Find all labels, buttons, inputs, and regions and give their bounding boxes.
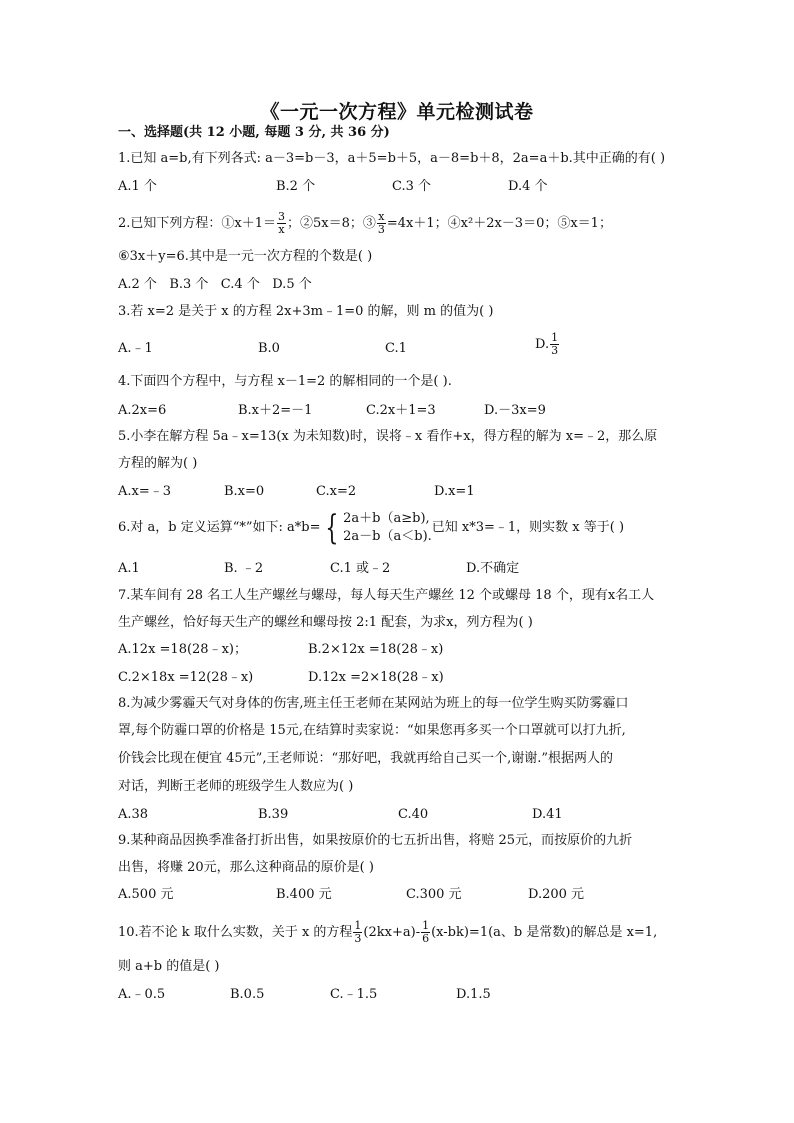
q3-d-num: 1 (551, 331, 559, 344)
q9-option-d: D.200 元 (528, 887, 585, 902)
q7-option-d: D.12x =2×18(28﹣x) (308, 670, 444, 685)
question-8-line-4: 对话，判断王老师的班级学生人数应为( ) (118, 779, 354, 794)
question-9-line-2: 出售，将赚 20元，那么这种商品的原价是( ) (118, 860, 374, 875)
q7-option-c: C.2×18x =12(28﹣x) (118, 670, 254, 685)
q10-option-b: B.0.5 (230, 987, 265, 1002)
question-7-line-2: 生产螺丝，恰好每天生产的螺丝和螺母按 2:1 配套，为求x，列方程为( ) (118, 615, 533, 630)
q3-option-d (535, 332, 560, 357)
q2-fraction-1 (277, 211, 286, 236)
q4-option-d: D.－3x=9 (484, 403, 546, 418)
q5-option-d: D.x=1 (434, 484, 475, 499)
q2-prefix: 2.已知下列方程：①x＋1＝ (118, 216, 277, 231)
page-title: 《一元一次方程》单元检测试卷 (260, 101, 534, 123)
q3-option-a: A.﹣1 (118, 341, 153, 356)
q6-option-c: C.1 或﹣2 (330, 561, 391, 576)
section-heading: 一、选择题(共 12 小题, 每题 3 分, 共 36 分) (118, 125, 390, 140)
q10-f1-den: 3 (354, 932, 362, 945)
q8-option-a: A.38 (118, 807, 149, 822)
q2-frac1-den: x (278, 223, 285, 236)
q5-option-b: B.x=0 (224, 484, 265, 499)
question-8-line-2: 罩,每个防霾口罩的价格是 15元,在结算时卖家说：“如果您再多买一个口罩就可以打九折, (118, 723, 626, 738)
q9-option-b: B.400 元 (276, 887, 332, 902)
question-3-stem: 3.若 x=2 是关于 x 的方程 2x+3m﹣1=0 的解，则 m 的值为( ) (118, 304, 494, 319)
q3-option-d-fraction (550, 332, 559, 357)
question-9-line-1: 9.某种商品因换季准备打折出售，如果按原价的七五折出售，将赔 25元，而按原价的九折 (118, 833, 633, 848)
question-4-stem: 4.下面四个方程中，与方程 x－1=2 的解相同的一个是( ). (118, 374, 452, 389)
q1-option-a: A.1 个 (118, 179, 157, 194)
q2-mid-2: =4x＋1；④x²＋2x－3＝0；⑤x＝1； (386, 216, 612, 231)
q1-option-c: C.3 个 (392, 179, 432, 194)
q4-option-a: A.2x=6 (118, 403, 167, 418)
q6-prefix: 6.对 a，b 定义运算“*”如下: a*b= (118, 520, 321, 535)
q6-option-d: D.不确定 (466, 561, 520, 576)
q10-f1-num: 1 (354, 919, 362, 932)
question-10-stem (118, 920, 657, 945)
q10-f2-num: 1 (422, 919, 430, 932)
question-8-line-3: 价钱会比现在便宜 45元”,王老师说：“那好吧，我就再给自己买一个,谢谢.”根据两人的 (118, 751, 614, 766)
question-1-stem: 1.已知 a=b,有下列各式: a－3=b－3，a＋5=b＋5，a－8=b＋8，2a=a＋b.其中正确的有( ) (118, 151, 666, 166)
q3-option-b: B.0 (258, 341, 280, 356)
q5-option-a: A.x=﹣3 (118, 484, 172, 499)
question-10-line-2: 则 a+b 的值是( ) (118, 959, 220, 974)
q6-option-a: A.1 (118, 561, 140, 576)
q9-option-c: C.300 元 (406, 887, 462, 902)
question-5-line-2: 方程的解为( ) (118, 456, 198, 471)
q2-frac2-den: 3 (377, 223, 385, 236)
q3-d-den: 3 (551, 344, 559, 357)
q7-option-b: B.2×12x =18(28﹣x) (308, 642, 444, 657)
q10-mid: (2kx+a)- (363, 925, 421, 940)
q2-mid-1: ；②5x＝8；③ (287, 216, 376, 231)
q10-fraction-2 (421, 920, 430, 945)
question-2-stem (118, 211, 612, 236)
question-7-line-1: 7.某车间有 28 名工人生产螺丝与螺母，每人每天生产螺丝 12 个或螺母 18 个，现有x名工人 (118, 588, 655, 603)
q8-option-b: B.39 (258, 807, 289, 822)
q1-option-b: B.2 个 (276, 179, 316, 194)
q1-option-d: D.4 个 (508, 179, 548, 194)
question-8-line-1: 8.为减少雾霾天气对身体的伤害,班主任王老师在某网站为班上的每一位学生购买防雾霾口 (118, 696, 629, 711)
q4-option-b: B.x＋2=－1 (238, 403, 313, 418)
q3-option-d-label: D. (535, 337, 550, 352)
q10-suffix: (x-bk)=1(a、b 是常数)的解总是 x=1, (431, 925, 658, 940)
q6-piecewise (321, 507, 432, 548)
q10-option-d: D.1.5 (456, 987, 491, 1002)
q4-option-c: C.2x＋1=3 (366, 403, 436, 418)
q6-suffix: 已知 x*3=﹣1，则实数 x 等于( ) (431, 520, 625, 535)
q6-cases (343, 510, 432, 546)
q8-option-d: D.41 (532, 807, 563, 822)
q2-frac2-num: x (378, 210, 385, 223)
q8-option-c: C.40 (398, 807, 429, 822)
left-brace-icon: { (324, 507, 338, 548)
q10-prefix: 10.若不论 k 取什么实数，关于 x 的方程 (118, 925, 353, 940)
question-5-line-1: 5.小李在解方程 5a﹣x=13(x 为未知数)时，误将﹣x 看作+x，得方程的解为 x=﹣2，那么原 (118, 429, 658, 444)
q9-option-a: A.500 元 (118, 887, 174, 902)
q10-option-a: A.﹣0.5 (118, 987, 166, 1002)
q2-frac1-num: 3 (278, 210, 286, 223)
q7-option-a: A.12x =18(28﹣x)； (118, 642, 247, 657)
question-6-stem (118, 508, 624, 548)
q6-option-b: B. ﹣2 (224, 561, 264, 576)
q2-fraction-2 (377, 211, 386, 236)
q10-option-c: C.﹣1.5 (330, 987, 378, 1002)
q5-option-c: C.x=2 (316, 484, 357, 499)
q3-option-c: C.1 (385, 341, 407, 356)
q6-case-1: 2a＋b（a≥b), (343, 510, 430, 526)
q10-fraction-1 (353, 920, 362, 945)
question-2-line-2: ⑥3x＋y=6.其中是一元一次方程的个数是( ) (118, 249, 373, 264)
q10-f2-den: 6 (422, 932, 430, 945)
q6-case-2: 2a－b（a＜b). (343, 528, 432, 544)
q2-options: A.2 个 B.3 个 C.4 个 D.5 个 (118, 277, 312, 292)
